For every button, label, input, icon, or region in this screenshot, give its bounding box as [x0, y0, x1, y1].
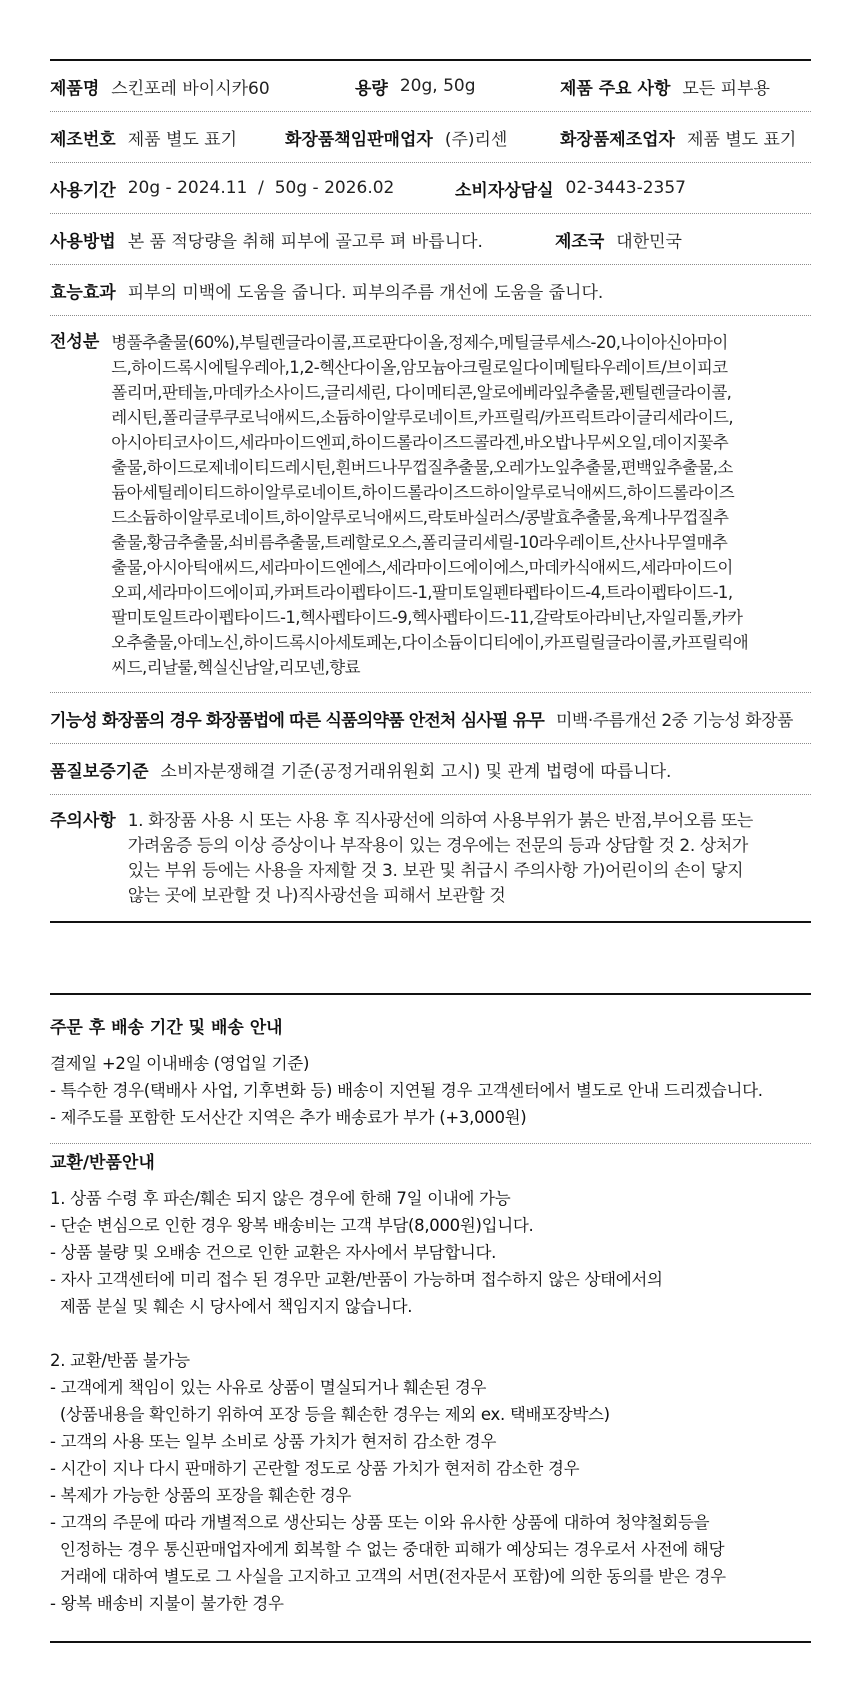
product-info-table	[50, 59, 811, 923]
value-product-name: 스킨포레 바이시카60	[111, 78, 270, 99]
exchange-title: 교환/반품안내	[50, 1153, 155, 1173]
exchange-line: 인정하는 경우 통신판매업자에게 회복할 수 없는 중대한 피해가 예상되는 경우로서 사전에 해당	[50, 1540, 725, 1559]
exchange-line: - 왕복 배송비 지불이 불가한 경우	[50, 1594, 284, 1613]
value-caution	[128, 809, 753, 909]
label-ingredients: 전성분	[50, 332, 100, 352]
exchange-line: - 상품 불량 및 오배송 건으로 인한 교환은 자사에서 부담합니다.	[50, 1243, 497, 1262]
label-functional: 기능성 화장품의 경우 화장품법에 따른 식품의약품 안전처 심사필 유무	[50, 710, 544, 731]
row-usage	[50, 214, 811, 265]
value-consult: 02-3443-2357	[565, 178, 686, 198]
label-caution: 주의사항	[50, 811, 116, 831]
ingredient-line: 출물,하이드로제네이티드레시틴,흰버드나무껍질추출물,오레가노잎추출물,편백잎추출물,소	[111, 458, 733, 477]
cell-consult	[455, 176, 686, 201]
label-seller: 화장품책임판매업자	[285, 129, 433, 150]
value-maker: 제품 별도 표기	[686, 129, 797, 150]
cell-country	[555, 227, 682, 252]
cell-period	[50, 176, 455, 201]
value-effect: 피부의 미백에 도움을 줍니다. 피부의주름 개선에 도움을 줍니다.	[127, 282, 604, 303]
row-ingredients	[50, 316, 811, 693]
value-quality: 소비자분쟁해결 기준(공정거래위원회 고시) 및 관계 법령에 따릅니다.	[160, 761, 672, 782]
value-main: 모든 피부용	[682, 78, 770, 99]
shipping-line: 결제일 +2일 이내배송 (영업일 기준)	[50, 1054, 310, 1073]
value-functional: 미백·주름개선 2중 기능성 화장품	[556, 710, 793, 731]
exchange-line: - 고객에게 책임이 있는 사유로 상품이 멸실되거나 훼손된 경우	[50, 1378, 487, 1397]
ingredient-line: 폴리머,판테놀,마데카소사이드,글리세린, 다이메티콘,알로에베라잎추출물,펜틸렌글라이콜,	[111, 383, 732, 402]
label-product-name: 제품명	[50, 78, 100, 99]
ingredient-line: 팔미토일트라이펩타이드-1,헥사펩타이드-9,헥사펩타이드-11,갈락토아라비난,자일리톨,카카	[111, 608, 743, 627]
row-effect	[50, 265, 811, 316]
exchange-line: (상품내용을 확인하기 위하여 포장 등을 훼손한 경우는 제외 ex. 택배포장박스)	[50, 1405, 610, 1424]
cell-product-name	[50, 74, 355, 99]
row-caution	[50, 795, 811, 921]
label-period: 사용기간	[50, 180, 116, 201]
ingredient-line: 오피,세라마이드에이피,카퍼트라이펩타이드-1,팔미토일펜타펩타이드-4,트라이펩타이드-1,	[111, 583, 733, 602]
label-consult: 소비자상담실	[455, 180, 554, 201]
ingredient-line: 드소듐하이알루로네이트,하이알루로닉애씨드,락토바실러스/콩발효추출물,육계나무껍질추	[111, 508, 729, 527]
label-quality: 품질보증기준	[50, 761, 149, 782]
row-functional	[50, 693, 811, 744]
value-seller: (주)리센	[444, 129, 508, 150]
cell-serial	[50, 125, 285, 150]
exchange-line: 1. 상품 수령 후 파손/훼손 되지 않은 경우에 한해 7일 이내에 가능	[50, 1189, 511, 1208]
caution-line: 가려움증 등의 이상 증상이나 부작용이 있는 경우에는 전문의 등과 상담할 것 2. 상처가	[127, 836, 748, 856]
row-serial	[50, 112, 811, 163]
row-name	[50, 61, 811, 112]
ingredient-line: 듐아세틸레이티드하이알루로네이트,하이드롤라이즈드하이알루로닉애씨드,하이드롤라이즈	[111, 483, 735, 502]
dotted-divider	[50, 1143, 811, 1144]
exchange-line: - 고객의 사용 또는 일부 소비로 상품 가치가 현저히 감소한 경우	[50, 1432, 497, 1451]
exchange-line: 2. 교환/반품 불가능	[50, 1351, 190, 1370]
cell-maker	[560, 125, 796, 150]
value-country: 대한민국	[616, 231, 682, 252]
exchange-line: - 복제가 가능한 상품의 포장을 훼손한 경우	[50, 1486, 352, 1505]
caution-line: 1. 화장품 사용 시 또는 사용 후 직사광선에 의하여 사용부위가 붉은 반점,부어오름 또는	[127, 811, 753, 831]
label-serial: 제조번호	[50, 129, 116, 150]
value-serial: 제품 별도 표기	[127, 129, 238, 150]
exchange-line: 제품 분실 및 훼손 시 당사에서 책임지지 않습니다.	[50, 1297, 413, 1316]
label-usage: 사용방법	[50, 231, 116, 252]
row-quality	[50, 744, 811, 795]
caution-line: 있는 부위 등에는 사용을 자제할 것 3. 보관 및 취급시 주의사항 가)어린이의 손이 닿지	[127, 861, 744, 881]
bottom-divider	[50, 1641, 811, 1643]
exchange-section	[50, 1148, 811, 1617]
ingredient-line: 레시틴,폴리글루쿠로닉애씨드,소듐하이알루로네이트,카프릴릭/카프릭트라이글리세라이드,	[111, 408, 734, 427]
cell-seller	[285, 125, 560, 150]
label-volume: 용량	[355, 78, 388, 99]
label-main: 제품 주요 사항	[560, 78, 671, 99]
cell-usage	[50, 227, 555, 252]
shipping-section	[50, 993, 811, 1162]
ingredient-line: 아시아티코사이드,세라마이드엔피,하이드롤라이즈드콜라겐,바오밥나무씨오일,데이지꽃추	[111, 433, 729, 452]
spacer	[50, 1320, 811, 1347]
label-country: 제조국	[555, 231, 605, 252]
label-effect: 효능효과	[50, 282, 116, 303]
value-usage: 본 품 적당량을 취해 피부에 골고루 펴 바릅니다.	[127, 231, 483, 252]
value-period: 20g - 2024.11 / 50g - 2026.02	[127, 178, 395, 198]
ingredient-line: 오추출물,아데노신,하이드록시아세토페논,다이소듐이디티에이,카프릴릴글라이콜,카프릴릭애	[111, 633, 749, 652]
shipping-line: - 제주도를 포함한 도서산간 지역은 추가 배송료가 부가 (+3,000원)	[50, 1108, 527, 1127]
cell-volume	[355, 74, 560, 99]
ingredient-line: 출물,아시아틱애씨드,세라마이드엔에스,세라마이드에이에스,마데카식애씨드,세라마이드이	[111, 558, 733, 577]
value-ingredients	[111, 330, 748, 680]
ingredient-line: 드,하이드록시에틸우레아,1,2-헥산다이올,암모늄아크릴로일다이메틸타우레이트/브이피코	[111, 358, 728, 377]
ingredient-line: 씨드,리날룰,헥실신남알,리모넨,향료	[111, 658, 360, 677]
ingredient-line: 병풀추출물(60%),부틸렌글라이콜,프로판다이올,정제수,메틸글루세스-20,나이아신아마이	[111, 333, 728, 352]
shipping-title: 주문 후 배송 기간 및 배송 안내	[50, 1018, 283, 1038]
label-maker: 화장품제조업자	[560, 129, 675, 150]
cell-main	[560, 74, 770, 99]
row-period	[50, 163, 811, 214]
exchange-line: - 시간이 지나 다시 판매하기 곤란할 정도로 상품 가치가 현저히 감소한 경우	[50, 1459, 580, 1478]
exchange-line: - 자사 고객센터에 미리 접수 된 경우만 교환/반품이 가능하며 접수하지 않은 상태에서의	[50, 1270, 663, 1289]
exchange-line: - 고객의 주문에 따라 개별적으로 생산되는 상품 또는 이와 유사한 상품에 대하여 청약철회등을	[50, 1513, 710, 1532]
value-volume: 20g, 50g	[399, 76, 476, 96]
ingredient-line: 출물,황금추출물,쇠비름추출물,트레할로오스,폴리글리세릴-10라우레이트,산사나무열매추	[111, 533, 728, 552]
caution-line: 않는 곳에 보관할 것 나)직사광선을 피해서 보관할 것	[127, 886, 506, 906]
exchange-line: 거래에 대하여 별도로 그 사실을 고지하고 고객의 서면(전자문서 포함)에 의한 동의를 받은 경우	[50, 1567, 726, 1586]
shipping-line: - 특수한 경우(택배사 사업, 기후변화 등) 배송이 지연될 경우 고객센터에서 별도로 안내 드리겠습니다.	[50, 1081, 763, 1100]
exchange-line: - 단순 변심으로 인한 경우 왕복 배송비는 고객 부담(8,000원)입니다.	[50, 1216, 534, 1235]
